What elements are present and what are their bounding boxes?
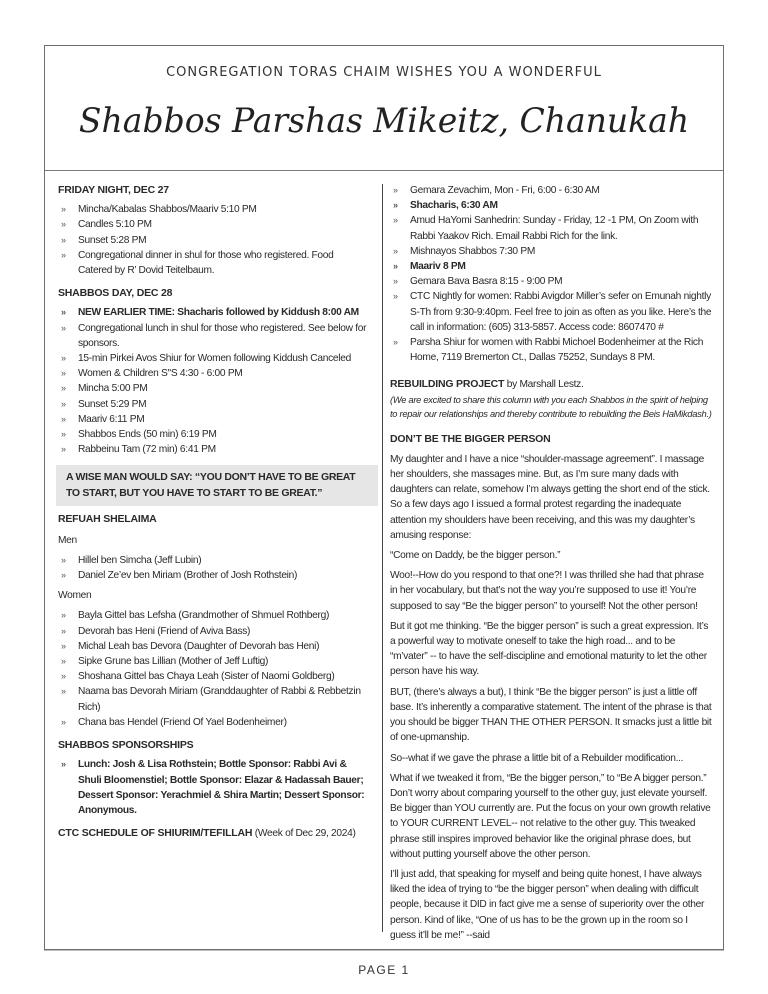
- shabbos-item-text: Maariv 6:11 PM: [78, 413, 145, 425]
- schedule-item: [390, 274, 712, 289]
- shabbos-item-text: 15-min Pirkei Avos Shiur for Women following Kiddush Canceled: [78, 353, 351, 365]
- refuah-men-item: [58, 568, 370, 583]
- shabbos-item-text: Shabbos Ends (50 min) 6:19 PM: [78, 429, 217, 441]
- refuah-women-item-text: Sipke Grune bas Lillian (Mother of Jeff Luftig): [78, 656, 269, 668]
- page-number: PAGE 1: [358, 963, 410, 977]
- bullet-icon: »: [61, 219, 66, 230]
- bullet-icon: »: [393, 337, 398, 348]
- shabbos-item-text: Congregational lunch in shul for those who registered. See below for sponsors.: [78, 322, 367, 349]
- refuah-women-item: [58, 608, 370, 623]
- schedule-item-text: Gemara Bava Basra 8:15 - 9:00 PM: [410, 276, 563, 288]
- bullet-icon: »: [61, 716, 66, 727]
- refuah-women-item: [58, 669, 370, 684]
- schedule-item: [390, 244, 712, 259]
- shabbos-section: [58, 286, 370, 457]
- bullet-icon: »: [61, 640, 66, 651]
- article-paragraph: BUT, (there’s always a but), I think “Be the bigger person” is just a little off base. It’s inherently a comparative statement. The intent of the phrase is that you should be bigger THAN THE OTHER PERSON. It smacks just a little bit of one-upmanship.: [390, 686, 712, 744]
- shabbos-item-text: Rabbeinu Tam (72 min) 6:41 PM: [78, 444, 216, 456]
- schedule-heading-row: [58, 826, 370, 841]
- bullet-icon: »: [61, 610, 66, 621]
- bullet-icon: »: [61, 249, 66, 260]
- shabbos-item: [58, 366, 370, 381]
- refuah-men-item-text: Hillel ben Simcha (Jeff Lubin): [78, 554, 202, 566]
- schedule-item-text: Shacharis, 6:30 AM: [410, 200, 498, 212]
- bullet-icon: »: [61, 322, 66, 333]
- refuah-women-item: [58, 624, 370, 639]
- bullet-icon: »: [61, 671, 66, 682]
- rebuilding-byline: by Marshall Lestz.: [506, 379, 584, 391]
- schedule-week: (Week of Dec 29, 2024): [254, 828, 356, 840]
- bullet-icon: »: [393, 200, 398, 211]
- bullet-icon: »: [61, 570, 66, 581]
- shabbos-item-text: Mincha 5:00 PM: [78, 383, 148, 395]
- shabbos-item: [58, 381, 370, 396]
- men-list: [58, 553, 370, 583]
- schedule-item-text: Amud HaYomi Sanhedrin: Sunday - Friday, 12 -1 PM, On Zoom with Rabbi Yaakov Rich. Email Rabbi Rich for the link.: [410, 215, 699, 242]
- sponsor-item: [58, 757, 370, 818]
- bullet-icon: »: [61, 444, 66, 455]
- refuah-women-item: [58, 654, 370, 669]
- article-paragraph: But it got me thinking. “Be the bigger person” is such a great expression. It’s a powerful way to motivate oneself to take the high road... and to be “m’vater” -- to have the self-discipline and emotional maturity to let the other person have his way.: [390, 620, 709, 678]
- bullet-icon: »: [61, 234, 66, 245]
- bullet-icon: »: [61, 398, 66, 409]
- sponsorships-heading: SHABBOS SPONSORSHIPS: [58, 739, 194, 752]
- friday-item-text: Congregational dinner in shul for those who registered. Food Catered by R’ Dovid Teitelbaum.: [78, 249, 334, 277]
- article-paragraph: Woo!--How do you respond to that one?! I was thrilled she had that phrase in her vocabulary, but that’s not the way you’re supposed to use it! You’re supposed to say “Be the bigger person” to yourself! Not the other person!: [390, 570, 704, 612]
- schedule-item: [390, 198, 712, 213]
- bullet-icon: »: [393, 215, 398, 226]
- shabbos-item-text: Sunset 5:29 PM: [78, 398, 147, 410]
- bullet-icon: »: [61, 413, 66, 424]
- schedule-item: [390, 259, 712, 274]
- bullet-icon: »: [61, 383, 66, 394]
- header-title: Shabbos Parshas Mikeitz, Chanukah: [78, 101, 690, 141]
- friday-item-text: Mincha/Kabalas Shabbos/Maariv 5:10 PM: [78, 204, 257, 216]
- bullet-icon: »: [61, 625, 66, 636]
- refuah-section: [58, 512, 370, 730]
- refuah-women-item: [58, 639, 370, 654]
- shabbos-item: [58, 397, 370, 412]
- refuah-women-item-text: Devorah bas Heni (Friend of Aviva Bass): [78, 625, 251, 637]
- friday-heading: FRIDAY NIGHT, DEC 27: [58, 184, 169, 196]
- bullet-icon: »: [393, 291, 398, 302]
- wise-quote-box: A WISE MAN WOULD SAY: “YOU DON’T HAVE TO BE GREAT TO START, BUT YOU HAVE TO START TO BE GREAT.”: [56, 465, 378, 506]
- bullet-icon: »: [61, 368, 66, 379]
- schedule-heading: CTC SCHEDULE OF SHIURIM/TEFILLAH: [58, 827, 253, 840]
- newsletter-frame: [44, 45, 724, 950]
- header-kicker: CONGREGATION TORAS CHAIM WISHES YOU A WONDERFUL: [166, 65, 602, 80]
- article-body: [390, 452, 712, 943]
- refuah-women-item-text: Shoshana Gittel bas Chaya Leah (Sister of Naomi Goldberg): [78, 671, 335, 683]
- bullet-icon: »: [393, 261, 398, 272]
- article-paragraph: My daughter and I have a nice “shoulder-massage agreement”. I massage her shoulders, she massages mine. But, as I’m sure many dads with daughters can relate, somehow I’m always getting the short end of the stick. So a few days ago I issued a formal protest regarding the inadequate attention my shoulders have been receiving, and this was my daughter’s amusing response:: [390, 453, 710, 541]
- left-column: [58, 183, 370, 849]
- friday-item: [58, 233, 370, 248]
- bullet-icon: »: [61, 656, 66, 667]
- friday-item: [58, 202, 370, 217]
- shabbos-item: [58, 321, 370, 351]
- shabbos-item: [58, 351, 370, 366]
- column-divider: [382, 184, 383, 932]
- schedule-item-text: Mishnayos Shabbos 7:30 PM: [410, 245, 536, 257]
- schedule-section: [390, 183, 712, 365]
- bullet-icon: »: [393, 276, 398, 287]
- friday-item: [58, 248, 370, 278]
- article-paragraph: What if we tweaked it from, “Be the bigger person,” to “Be A bigger person.” Don’t worry about comparing yourself to the other guy, just elevate yourself. Be bigger than YOU currently are. Put the focus on your own growth relative to YOUR CURRENT LEVEL-- not relative to the other guy. This tweaked phrase still inspires improved behavior like the original phrase does, but without putting yourself above the other person.: [390, 772, 711, 860]
- article-paragraph: So--what if we gave the phrase a little bit of a Rebuilder modification...: [390, 752, 684, 764]
- friday-item-text: Sunset 5:28 PM: [78, 234, 147, 246]
- bullet-icon: »: [61, 759, 66, 770]
- rebuilding-heading: REBUILDING PROJECT: [390, 378, 505, 391]
- friday-item: [58, 217, 370, 232]
- rebuilding-section: [390, 377, 712, 421]
- refuah-women-item-text: Chana bas Hendel (Friend Of Yael Bodenheimer): [78, 716, 287, 728]
- sponsor-item-text: Lunch: Josh & Lisa Rothstein; Bottle Sponsor: Rabbi Avi & Shuli Bloomenstiel; Bottle Sponsor: Elazar & Hadassah Bauer; Dessert Sponsor: Yerachmiel & Shira Martin; Dessert Sponsor: Anonymous.: [78, 759, 365, 816]
- schedule-item: [390, 289, 712, 335]
- refuah-women-item-text: Bayla Gittel bas Lefsha (Grandmother of Shmuel Rothberg): [78, 610, 330, 622]
- shabbos-heading: SHABBOS DAY, DEC 28: [58, 287, 173, 300]
- sponsor-list: [58, 757, 370, 818]
- women-list: [58, 608, 370, 730]
- article-paragraph: “Come on Daddy, be the bigger person.”: [390, 550, 561, 562]
- shabbos-list: [58, 305, 370, 457]
- article-title: DON’T BE THE BIGGER PERSON: [390, 432, 551, 445]
- bullet-icon: »: [393, 245, 398, 256]
- refuah-women-item: [58, 715, 370, 730]
- refuah-heading: REFUAH SHELAIMA: [58, 513, 157, 526]
- article-paragraph: I’ll just add, that speaking for myself and being quite honest, I have always liked the idea of trying to “be the bigger person” when dealing with difficult people, because it DID in fact give me a sense of superiority over the other person. Kind of like, “One of us has to be the grown up in the room so I guess it’ll be me!” --said: [390, 868, 705, 941]
- shabbos-item-text: NEW EARLIER TIME: Shacharis followed by Kiddush 8:00 AM: [78, 307, 359, 319]
- article-section: [390, 432, 712, 943]
- newsletter-header: [45, 46, 723, 171]
- bullet-icon: »: [393, 185, 398, 195]
- refuah-women-item: [58, 684, 370, 714]
- shabbos-item-text: Women & Children S"S 4:30 - 6:00 PM: [78, 368, 243, 380]
- refuah-women-item-text: Michal Leah bas Devora (Daughter of Devorah bas Heni): [78, 640, 320, 652]
- bullet-icon: »: [61, 429, 66, 440]
- schedule-item-text: CTC Nightly for women: Rabbi Avigdor Miller’s sefer on Emunah nightly S-Th from 9:30-9:40pm. Feel free to join as often as you like. Here’s the call in information: (605) 313-5857. Access code: 8607470 #: [410, 291, 712, 333]
- schedule-item-text: Parsha Shiur for women with Rabbi Michoel Bodenheimer at the Rich Home, 7119 Bremerton Ct., Dallas 75252, Sundays 8 PM.: [410, 337, 704, 364]
- schedule-item: [390, 335, 712, 365]
- shabbos-item: [58, 412, 370, 427]
- right-column: [390, 183, 712, 951]
- schedule-list: [390, 183, 712, 365]
- bullet-icon: »: [61, 353, 66, 364]
- schedule-item: [390, 183, 712, 198]
- schedule-item-text: Gemara Zevachim, Mon - Fri, 6:00 - 6:30 AM: [410, 185, 600, 196]
- men-label: Men: [58, 534, 77, 546]
- shabbos-item: [58, 442, 370, 457]
- friday-list: [58, 202, 370, 278]
- bullet-icon: »: [61, 307, 66, 318]
- schedule-item-text: Maariv 8 PM: [410, 261, 466, 273]
- friday-section: [58, 183, 370, 278]
- shabbos-item: [58, 305, 370, 320]
- schedule-item: [390, 213, 712, 243]
- bullet-icon: »: [61, 204, 66, 215]
- refuah-men-item-text: Daniel Ze’ev ben Miriam (Brother of Josh Rothstein): [78, 570, 298, 582]
- bullet-icon: »: [61, 554, 66, 565]
- bullet-icon: »: [61, 686, 66, 697]
- friday-item-text: Candles 5:10 PM: [78, 219, 152, 231]
- women-label: Women: [58, 590, 92, 602]
- rebuilding-intro: (We are excited to share this column with you each Shabbos in the spirit of helping to repair our relationships and thereby contribute to rebuilding the Beis HaMikdash.): [390, 393, 712, 420]
- refuah-women-item-text: Naama bas Devorah Miriam (Granddaughter of Rabbi & Rebbetzin Rich): [78, 686, 361, 713]
- sponsorships-section: [58, 738, 370, 818]
- refuah-men-item: [58, 553, 370, 568]
- shabbos-item: [58, 427, 370, 442]
